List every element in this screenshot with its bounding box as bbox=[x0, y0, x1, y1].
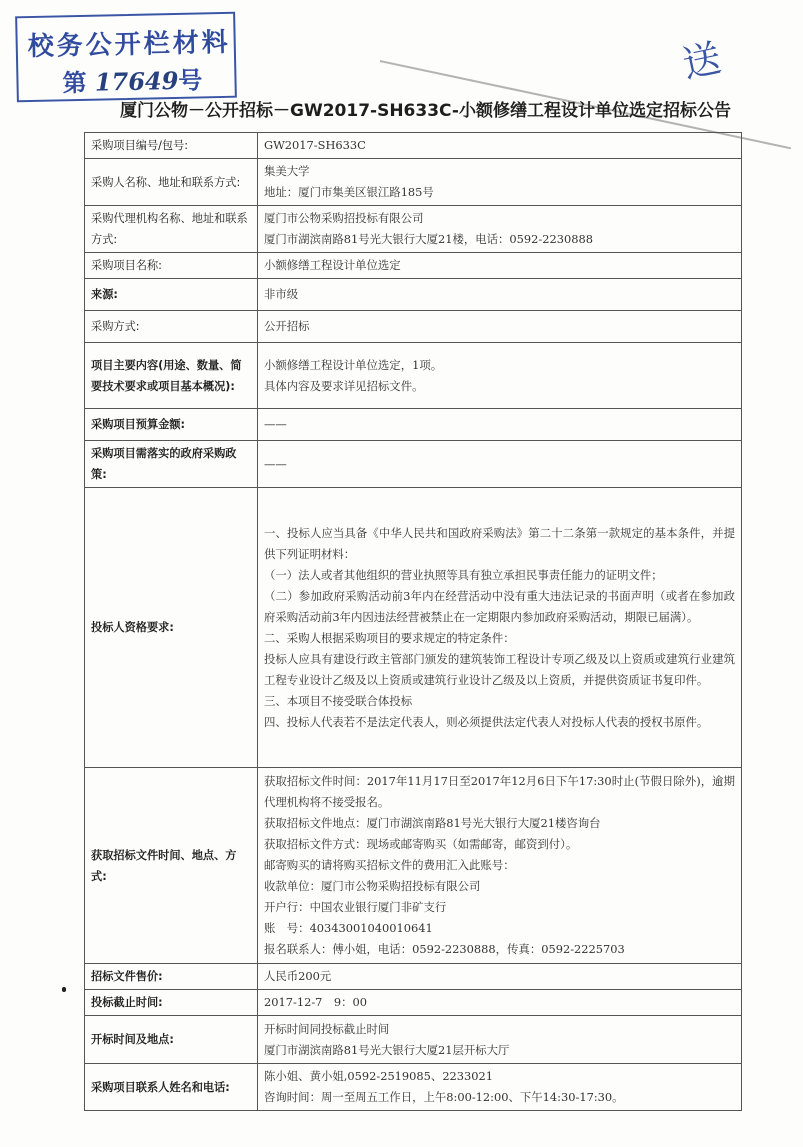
row-label: 采购项目名称: bbox=[85, 253, 258, 279]
value-line: 开户行：中国农业银行厦门非矿支行 bbox=[264, 900, 447, 914]
row-label: 投标人资格要求: bbox=[85, 488, 258, 768]
table-row bbox=[85, 253, 742, 279]
value-line: —— bbox=[264, 456, 287, 471]
value-line: 咨询时间：周一至周五工作日，上午8:00-12:00、下午14:30-17:30。 bbox=[264, 1090, 624, 1104]
value-line: 2017-12-7 9：00 bbox=[264, 995, 367, 1009]
announcement-table bbox=[84, 132, 742, 1111]
row-label: 采购人名称、地址和联系方式: bbox=[85, 159, 258, 206]
scan-dot-artifact bbox=[62, 987, 66, 992]
value-line: 三、本项目不接受联合体投标 bbox=[264, 693, 413, 708]
value-line: 获取招标文件地点：厦门市湖滨南路81号光大银行大厦21楼咨询台 bbox=[264, 816, 601, 830]
table-row bbox=[85, 441, 742, 488]
value-line: 厦门市公物采购招投标有限公司 bbox=[264, 211, 424, 225]
value-line: 收款单位：厦门市公物采购招投标有限公司 bbox=[264, 879, 481, 893]
row-label: 采购方式: bbox=[85, 311, 258, 343]
row-value bbox=[258, 441, 742, 488]
row-value bbox=[258, 311, 742, 343]
row-label: 开标时间及地点: bbox=[85, 1016, 258, 1064]
row-value bbox=[258, 1064, 742, 1111]
row-value bbox=[258, 1016, 742, 1064]
value-line: 账 号：40343001040010641 bbox=[264, 921, 433, 935]
row-label: 招标文件售价: bbox=[85, 964, 258, 990]
stamp-number: 17649 bbox=[94, 65, 179, 97]
row-value bbox=[258, 279, 742, 311]
handwritten-note: 送 bbox=[678, 35, 725, 87]
row-value bbox=[258, 159, 742, 206]
value-line: 二、采购人根据采购项目的要求规定的特定条件： bbox=[264, 630, 515, 645]
table-row bbox=[85, 311, 742, 343]
row-label: 采购项目编号/包号: bbox=[85, 133, 258, 159]
stamp-prefix: 第 bbox=[62, 68, 87, 98]
value-line: 四、投标人代表若不是法定代表人，则必须提供法定代表人对投标人代表的授权书原件。 bbox=[264, 714, 709, 729]
row-label: 采购项目预算金额: bbox=[85, 409, 258, 441]
table-row bbox=[85, 206, 742, 253]
value-line: 陈小姐、黄小姐,0592-2519085、2233021 bbox=[264, 1069, 494, 1083]
archive-stamp bbox=[15, 12, 237, 103]
value-line: （一）法人或者其他组织的营业执照等具有独立承担民事责任能力的证明文件； bbox=[264, 567, 663, 582]
row-value bbox=[258, 768, 742, 964]
value-line: 获取招标文件时间：2017年11月17日至2017年12月6日下午17:30时止(节假日除外)，逾期代理机构将不接受报名。 bbox=[264, 774, 735, 809]
value-line: 地址：厦门市集美区银江路185号 bbox=[264, 185, 434, 199]
value-line: 公开招标 bbox=[264, 319, 310, 333]
value-line: （二）参加政府采购活动前3年内在经营活动中没有重大违法记录的书面声明（或者在参加政府采购活动前3年内因违法经营被禁止在一定期限内参加政府采购活动，期限已届满）。 bbox=[264, 588, 735, 624]
row-label: 获取招标文件时间、地点、方式: bbox=[85, 768, 258, 964]
value-line: 获取招标文件方式：现场或邮寄购买（如需邮寄，邮资到付）。 bbox=[264, 837, 578, 851]
value-line: 邮寄购买的请将购买招标文件的费用汇入此账号： bbox=[264, 858, 515, 872]
value-line: 厦门市湖滨南路81号光大银行大厦21层开标大厅 bbox=[264, 1042, 510, 1057]
value-line: 小额修缮工程设计单位选定，1项。 bbox=[264, 357, 443, 372]
value-line: 非市级 bbox=[264, 287, 299, 301]
value-line: —— bbox=[264, 417, 287, 431]
page-title: 厦门公物－公开招标－GW2017-SH633C-小额修缮工程设计单位选定招标公告 bbox=[120, 101, 731, 121]
row-label: 采购项目联系人姓名和电话: bbox=[85, 1064, 258, 1111]
value-line: 报名联系人：傅小姐，电话：0592-2230888，传真：0592-2225703 bbox=[264, 942, 625, 956]
value-line: 厦门市湖滨南路81号光大银行大厦21楼，电话：0592-2230888 bbox=[264, 232, 593, 246]
row-label: 投标截止时间: bbox=[85, 990, 258, 1016]
row-value bbox=[258, 206, 742, 253]
table-row bbox=[85, 279, 742, 311]
table-row bbox=[85, 488, 742, 768]
row-value bbox=[258, 409, 742, 441]
table-row bbox=[85, 159, 742, 206]
row-value bbox=[258, 964, 742, 990]
value-line: 开标时间同投标截止时间 bbox=[264, 1021, 390, 1036]
value-line: 集美大学 bbox=[264, 164, 310, 178]
row-value bbox=[258, 488, 742, 768]
stamp-title: 校务公开栏材料 bbox=[27, 27, 232, 63]
row-label: 项目主要内容(用途、数量、简要技术要求或项目基本概况): bbox=[85, 343, 258, 409]
table-row bbox=[85, 343, 742, 409]
table-row bbox=[85, 1016, 742, 1064]
table-row bbox=[85, 409, 742, 441]
row-label: 采购项目需落实的政府采购政策: bbox=[85, 441, 258, 488]
row-value bbox=[258, 990, 742, 1016]
row-label: 采购代理机构名称、地址和联系方式: bbox=[85, 206, 258, 253]
row-value bbox=[258, 133, 742, 159]
value-line: GW2017-SH633C bbox=[264, 138, 366, 152]
row-value bbox=[258, 343, 742, 409]
row-label: 来源: bbox=[85, 279, 258, 311]
value-line: 具体内容及要求详见招标文件。 bbox=[264, 378, 424, 393]
value-line: 人民币200元 bbox=[264, 969, 332, 983]
table-row bbox=[85, 1064, 742, 1111]
value-line: 小额修缮工程设计单位选定 bbox=[264, 258, 401, 272]
value-line: 投标人应具有建设行政主管部门颁发的建筑装饰工程设计专项乙级及以上资质或建筑行业建筑工程专业设计乙级及以上资质或建筑行业设计乙级及以上资质，并提供资质证书复印件。 bbox=[264, 651, 735, 687]
stamp-suffix: 号 bbox=[178, 66, 203, 95]
table-row bbox=[85, 990, 742, 1016]
value-line: 一、投标人应当具备《中华人民共和国政府采购法》第二十二条第一款规定的基本条件，并提供下列证明材料： bbox=[264, 525, 735, 561]
table-row bbox=[85, 964, 742, 990]
row-value bbox=[258, 253, 742, 279]
stamp-number-line bbox=[62, 60, 203, 98]
table-row bbox=[85, 768, 742, 964]
table-row bbox=[85, 133, 742, 159]
